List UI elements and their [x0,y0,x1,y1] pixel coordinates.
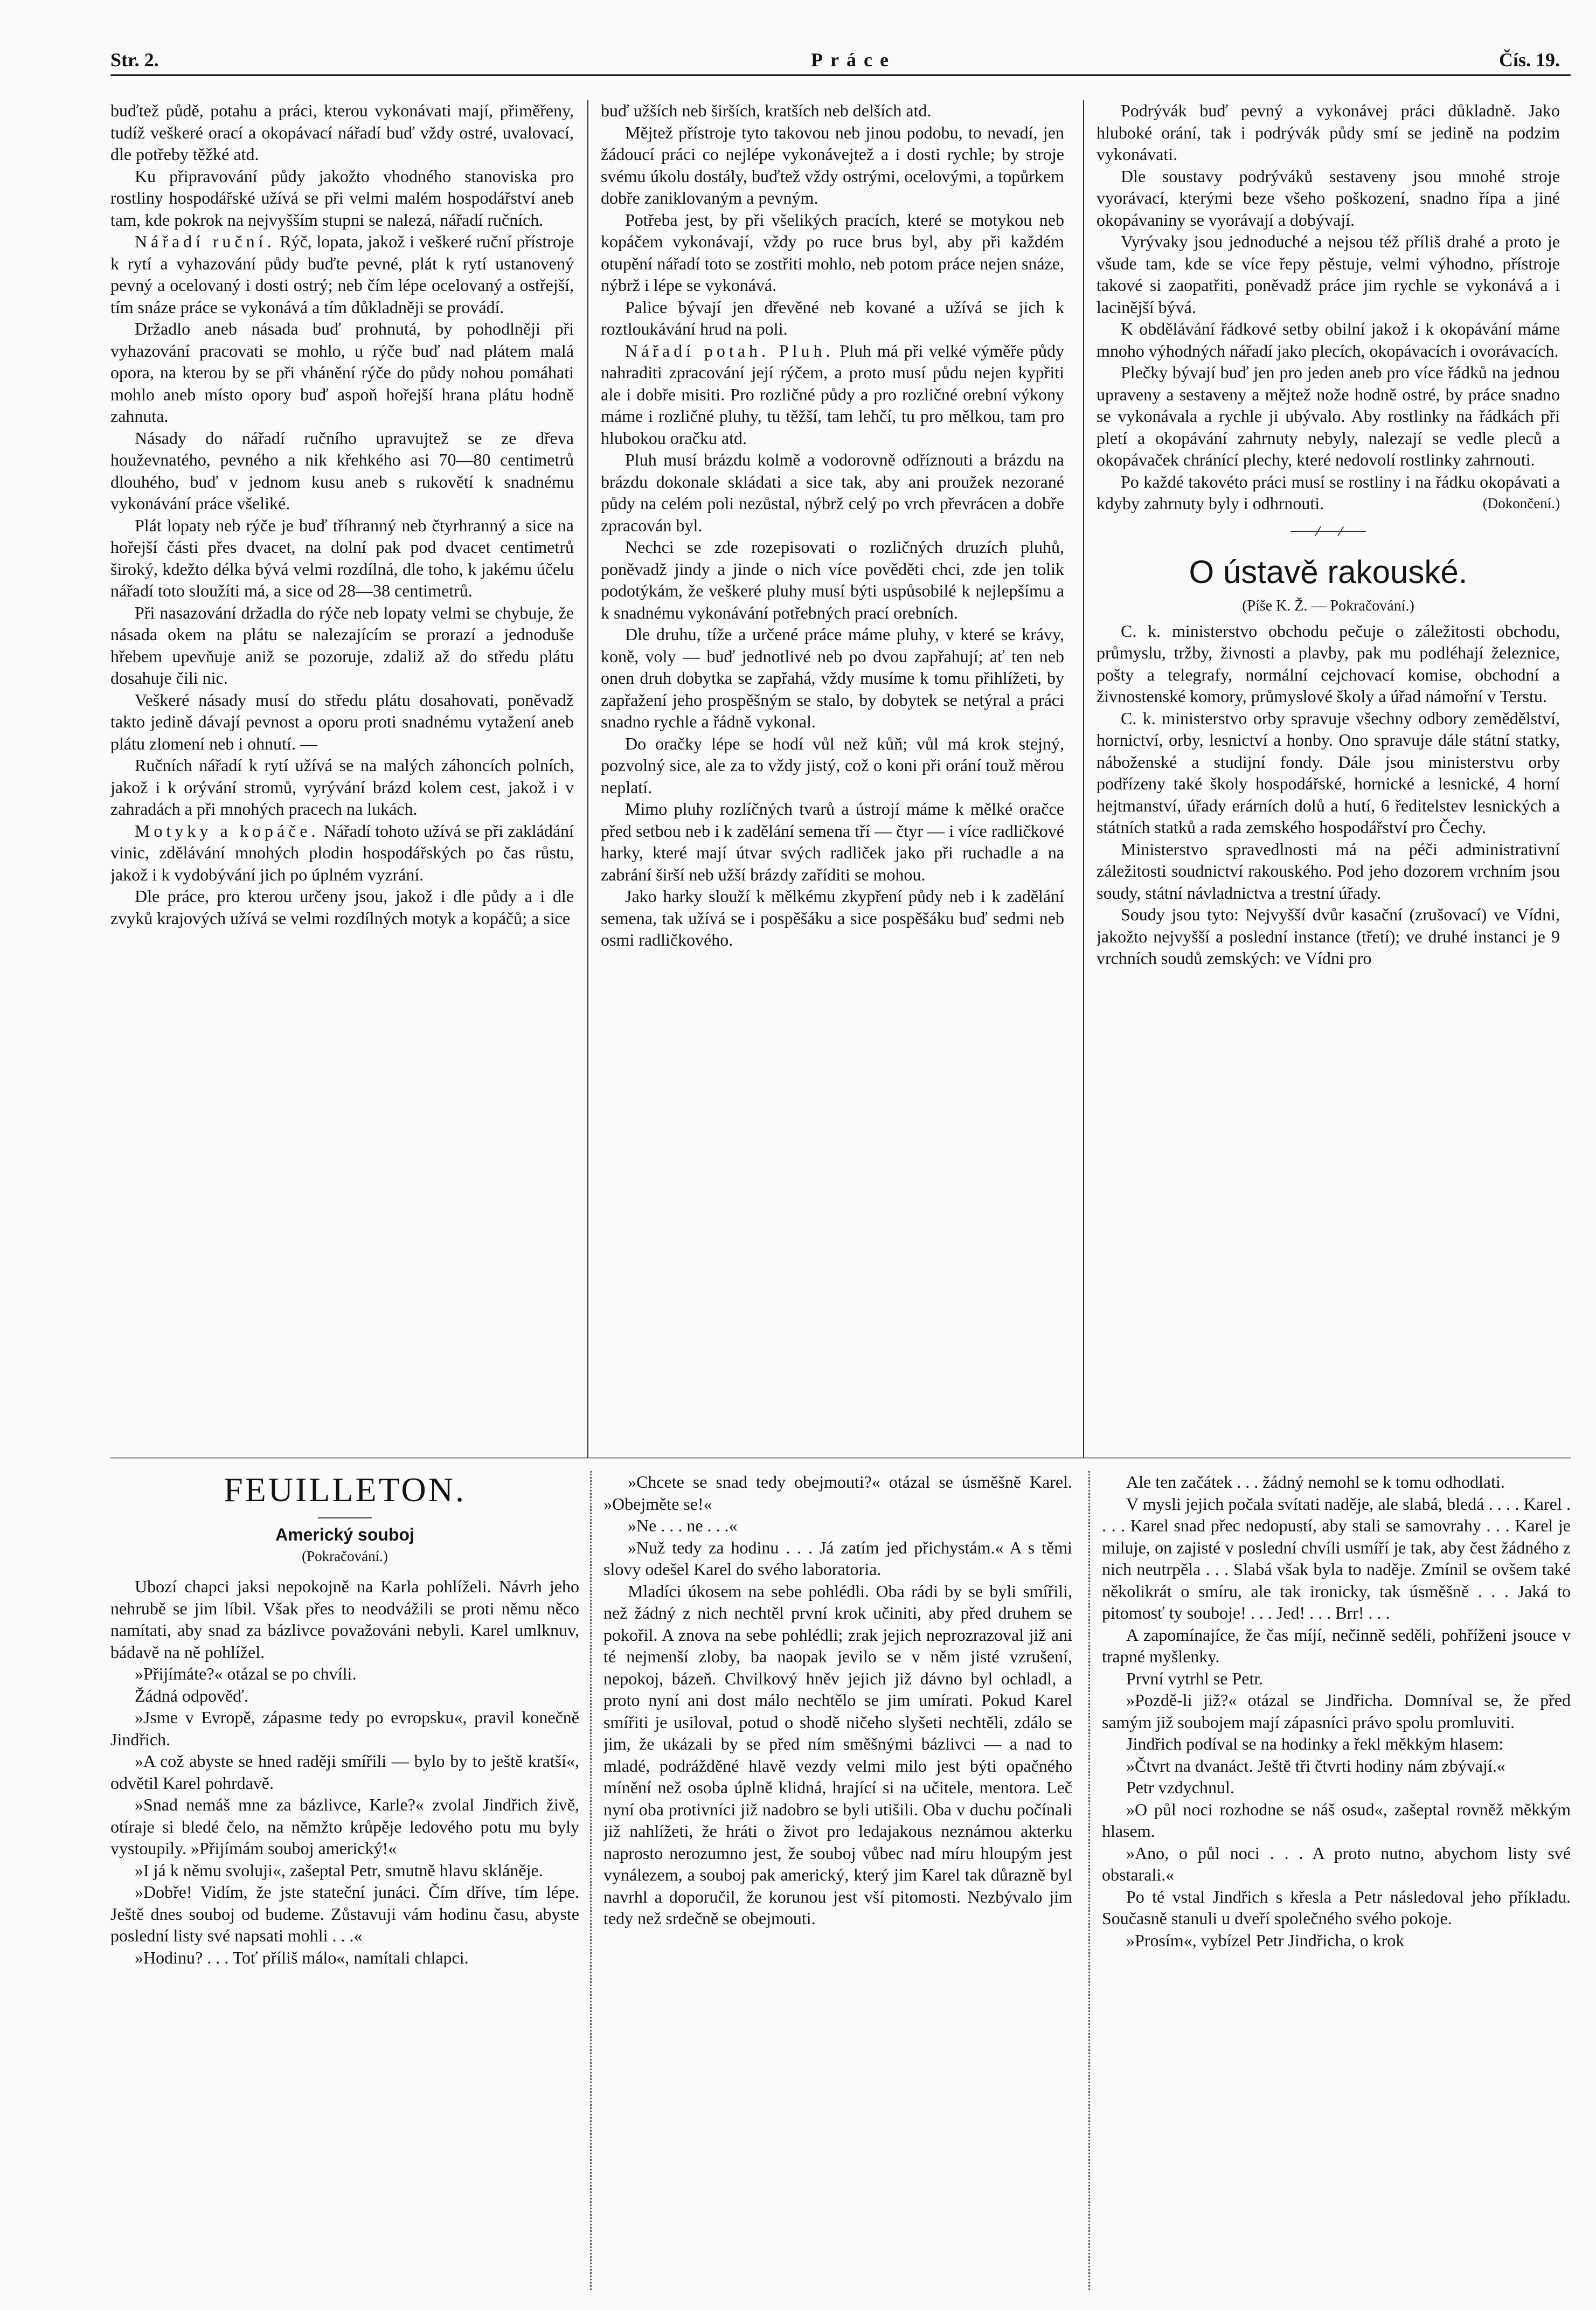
paragraph: Veškeré násady musí do středu plátu dosahovati, poněvadž takto jedině dávají pevnost a oporu proti snadnému vytažení aneb plátu zlomení neb i ohnutí. — [110,690,574,753]
paragraph: Ministerstvo spravedlnosti má na péči administrativní záležitosti soudnictví rakouského. Pod jeho dozorem vrchním jsou soudy, státní návladnictva a trestní úřady. [1097,839,1560,903]
paragraph: »Pozdě-li již?« otázal se Jindřicha. Domníval se, že před samým již soubojem mají zápasníci právo spolu promluviti. [1102,1690,1571,1732]
section-lead: Nářadí potah. Pluh. [625,341,834,360]
paragraph-text: Nářadí tohoto užívá se při zakládání vinic, zdělávání mnohých plodin hospodářských po čas růstu, jakož i k vydobývání jich po úplném vyzrání. [110,821,574,884]
paragraph: »Prosím«, vybízel Petr Jindřicha, o krok [1126,1930,1405,1950]
column-divider [1083,100,1084,1458]
paragraph: »Čtvrt na dvanáct. Ještě tři čtvrti hodiny nám zbývají.« [1126,1756,1505,1775]
paragraph: »Chcete se snad tedy obejmouti?« otázal se úsměšně Karel. »Obejměte se!« [603,1472,1072,1514]
column-2 [601,100,1064,1458]
story-title: Americký souboj [275,1525,414,1544]
paragraph [110,820,574,886]
section-lead: Motyky a kopáče. [135,821,320,841]
paragraph: Po té vstal Jindřich s křesla a Petr následoval jeho příkladu. Současně stanuli u dveří společného svého pokoje. [1102,1886,1571,1928]
heading-ornament [318,1512,372,1518]
paragraph: K obdělávání řádkové setby obilní jakož i k okopávání máme mnoho výhodných nářadí jako plecích, okopávacích i ovorávacích. [1097,319,1560,360]
feuilleton-heading: FEUILLETON. [224,1471,466,1509]
paragraph: »A což abyste se hned raději smířili — bylo by to ještě kratší«, odvětil Karel pohrdavě. [110,1751,579,1793]
paragraph: buďtež půdě, potahu a práci, kterou vykonávati mají, přiměřeny, tudíž veškeré orací a okopávací nářadí buď vždy ostré, uvalovací, dle potřeby těžké atd. [110,101,574,164]
paragraph: Dle soustavy podrýváků sestaveny jsou mnohé stroje vyorávací, kterými beze všeho poškození, snadno řípa a jiné okopávaniny se vyorávají a dobývají. [1097,166,1560,230]
paragraph: C. k. ministerstvo orby spravuje všechny odbory zemědělství, hornictví, orby, lesnictví a honby. Ono spravuje dále státní statky, náboženské a studijní fondy. Dále jsou ministerstvu orby podřízeny také školy hospodářské, hornické a lesnické, 4 horní hejtmanství, úřady erárních dolů a hutí, 6 ředitelstev lesnických a státních statků a rada zemského hospodářství pro Čechy. [1097,708,1560,837]
paragraph: Pluh musí brázdu kolmě a vodorovně odříznouti a brázdu na brázdu dokonale skládati a sice tak, aby ani proužek nezorané půdy na celém poli nezůstal, nýbrž celý po vrch převrácen a dobře zpracován byl. [601,450,1064,535]
paragraph: Násady do nářadí ručního upravujtež se ze dřeva houževnatého, pevného a nik křehkého asi 70—80 centimetrů dlouhého, buď v jednom kusu aneb s rukovětí k snadnému vykonávání práce všeliké. [110,428,574,513]
paragraph: Ručních nářadí k rytí užívá se na malých záhoncích polních, jakož i k orývání stromů, vyrývání brázd kolem cest, jakož i v zahradách a při mnohých pracech na lukách. [110,755,574,818]
paragraph: Jako harky slouží k mělkému zkypření půdy neb i k zadělání semena, tak užívá se i pospěšáku a sice pospěšáku buď sedmi neb osmi radličkového. [601,886,1064,949]
paragraph: »Hodinu? . . . Toť příliš málo«, namítali chlapci. [135,1947,469,1967]
dotted-divider [590,1471,592,2290]
feuilleton-column-3 [1102,1471,1571,2290]
section-lead: Nářadí ruční. [135,232,275,251]
paragraph: Ubozí chapci jaksi nepokojně na Karla pohlíželi. Návrh jeho nehrubě se jim líbil. Však přes to neodvážili se proti němu něco namítati, aby snad za bázlivce považováni nebyli. Karel umlknuv, bádavě na ně pohlížel. [110,1577,579,1662]
paragraph: A zapomínajíce, že čas míjí, nečinně seděli, pohříženi jsouce v trapné myšlenky. [1102,1625,1571,1666]
story-subtitle: (Pokračování.) [302,1548,388,1564]
paragraph: Plečky bývají buď jen pro jeden aneb pro více řádků na jednou upraveny a sestaveny a mějtež nože hodně ostré, by práce snadno se vykonávala a rychle ji ubývalo. Aby rostlinky na řádkách při pletí a okopávání zahrnuty nebyly, nalezají se vedle pleců a okopávaček chránící plechy, které nedovolí rostlinky zahrnouti. [1097,363,1560,469]
paragraph: V mysli jejich počala svítati naděje, ale slabá, bledá . . . . Karel . . . . Karel snad přec nedopustí, aby stali se samovrahy . . . Karel je miluje, on zajisté v poslední chvíli usmíří je tak, aby čest žádného z nich neutrpěla . . . Slabá však byla to naděje. Zmínil se ovšem také několikrát o smíru, ale tak ironicky, tak úsměšně . . . Jaká to pitomosť ty souboje! . . . Jed! . . . Brr! . . . [1102,1494,1571,1622]
column-1 [110,100,574,1458]
page-header [110,48,1581,77]
paragraph: C. k. ministerstvo obchodu pečuje o záležitosti obchodu, průmyslu, tržby, živnosti a plavby, pak mu podléhají železnice, pošty a telegrafy, normální cejchovací komise, obchodní a živnostenské komory, průmyslové školy a úřad námořní v Terstu. [1097,621,1560,706]
paragraph [601,340,1064,449]
paragraph: »Dobře! Vidím, že jste stateční junáci. Čím dříve, tím lépe. Ještě dnes souboj od budeme. Zůstavuji vám hodinu času, abyste poslední listy své napsati mohli . . .« [110,1882,579,1945]
masthead-title: Práce [811,49,896,71]
paragraph: Ku připravování půdy jakožto vhodného stanoviska pro rostliny hospodářské užívá se při velmi malém hospodářství aneb tam, kde pokrok na nejvyšším stupni se nalezá, nářadí ručních. [110,166,574,230]
paragraph [110,231,574,318]
paragraph: Palice bývají jen dřevěné neb kované a užívá se jich k roztloukávání hrud na poli. [601,297,1064,338]
feuilleton-column-1 [110,1471,579,2290]
paragraph-text: Po každé takovéto práci musí se rostliny i na řádku okopávati a kdyby zahrnuty byly i odhrnouti. [1097,471,1560,513]
paragraph-text: Pluh má při velké výměře půdy nahraditi zpracování její rýčem, a proto musí půdu nejen kypřiti ale i dobře misiti. Pro rozličné půdy a pro rozličné orební výkony máme i rozličné pluhy, tu těžší, tam lehčí, tu pro mělkou, tam pro hlubokou oračku atd. [601,341,1064,448]
page-number: Str. 2. [110,49,159,71]
issue-number: Čís. 19. [1498,49,1560,71]
paragraph: »I já k němu svoluji«, zašeptal Petr, smutně hlavu skláněje. [135,1860,543,1880]
paragraph: Dle druhu, tíže a určené práce máme pluhy, v které se krávy, koně, voly — buď jednotlivé neb po dvou zapřahují; ať ten neb onen druh dobytka se zapřahá, vždy musíme k tomu přihlížeti, by zapřažení jeho prospěšným se stalo, by dobytek se netýral a práci snadno rychle a řádně vykonal. [601,625,1064,731]
paragraph: »Přijímáte?« otázal se po chvíli. [135,1664,357,1683]
paragraph: Petr vzdychnul. [1126,1778,1234,1797]
paragraph: »Snad nemáš mne za bázlivce, Karle?« zvolal Jindřich živě, otíraje si bledé čelo, na němžto krůpěje ledového potu mu byly vystoupily. »Přijímám souboj americký!« [110,1795,579,1858]
paragraph: První vytrhl se Petr. [1126,1668,1264,1688]
article-title: O ústavě rakouské. [1189,553,1468,590]
paragraph: Mimo pluhy rozlíčných tvarů a ústrojí máme k mělké oračce před setbou neb i k zadělání semena tří — čtyr — i více radličkové harky, které mají útvar svých radliček jako při ruchadle a na zabrání širší neb užší brázdy zaříditi se mohou. [601,799,1064,884]
paragraph: »O půl noci rozhodne se náš osud«, zašeptal rovněž měkkým hlasem. [1102,1799,1571,1841]
paragraph: Jindřich podíval se na hodinky a řekl měkkým hlasem: [1126,1734,1504,1753]
column-3 [1097,100,1560,1458]
paragraph: »Jsme v Evropě, zápasme tedy po evropsku«, pravil konečně Jindřich. [110,1708,579,1749]
paragraph [1097,471,1560,515]
paragraph: Mějtež přístroje tyto takovou neb jinou podobu, to nevadí, jen žádoucí práci co nejlépe vykonávejtež a i dosti rychle; by stroje svému úkolu dostály, buďtež vždy ostrými, ocelovými, a topůrkem dobře zaniklovaným a pevným. [601,122,1064,207]
paragraph: »Ano, o půl noci . . . A proto nutno, abychom listy své obstarali.« [1102,1843,1571,1884]
feuilleton-section [110,1471,1571,2290]
paragraph: Soudy jsou tyto: Nejvyšší dvůr kasační (zrušovací) ve Vídni, jakožto nejvyšší a poslední instance (třetí); ve druhé instanci je 9 vrchních soudů zemských: ve Vídni pro [1097,905,1560,968]
paragraph: Držadlo aneb násada buď prohnutá, by pohodlněji při vyhazování pracovati se mohlo, u rýče buď nad plátem malá opora, na kterou by se při vhánění rýče do půdy nohou pomáhati mohlo aneb místo opory buď aspoň hořejší hrana plátu hodně zahnuta. [110,319,574,426]
article-byline: (Píše K. Ž. — Pokračování.) [1242,597,1414,614]
paragraph: buď užších neb širších, kratších neb delších atd. [601,101,932,120]
upper-columns [110,100,1571,1458]
paragraph: Vyrývaky jsou jednoduché a nejsou též příliš drahé a proto je všude tam, kde se více řepy pěstuje, velmi výhodno, přístroje takové si zaopatřiti, poněvadž práce jim rychle se vykonává a i lacinější bývá. [1097,232,1560,317]
feuilleton-column-2 [603,1471,1072,2290]
continuation-note: (Dokončení.) [1482,495,1560,511]
paragraph: Dle práce, pro kterou určeny jsou, jakož i dle půdy a i dle zvyků krajových užívá se velmi rozdílných motyk a kopáčů; a sice [110,886,574,928]
paragraph: Do oračky lépe se hodí vůl než kůň; vůl má krok stejný, pozvolný sice, ale za to vždy jistý, což o koni při orání touž měrou neplatí. [601,733,1064,797]
paragraph: Žádná odpověď. [135,1685,248,1705]
column-divider [587,100,588,1458]
paragraph: Ale ten začátek . . . žádný nemohl se k tomu odhodlati. [1126,1472,1505,1492]
feuilleton-rule [110,1458,1571,1459]
paragraph: Podrývák buď pevný a vykonávej práci důkladně. Jako hluboké orání, tak i podrývák půdy smí se jedině na podzim vykonávati. [1097,101,1560,164]
newspaper-page [110,48,1581,2285]
dotted-divider [1088,1471,1090,2290]
paragraph: Při nasazování držadla do rýče neb lopaty velmi se chybuje, že násada okem na plátu se nalezajícím se prorazí a jednoduše hřebem upevňuje aniž se pozoruje, zdaliž až do středu plátu dosahuje čili nic. [110,602,574,688]
header-rule [110,74,1571,76]
paragraph: Mladíci úkosem na sebe pohlédli. Oba rádi by se byli smířili, než žádný z nich nechtěl první krok učiniti, aby před druhem se pokořil. A znova na sebe pohlédli; zrak jejich neprozrazoval již ani té nejmenší zloby, ba naopak jevilo se v něm jisté vzrušení, nepokoj, bázeň. Chvilkový hněv jejich již dávno byl ochladl, a proto nyní ani dost málo nechtělo se jim umírati. Pokud Karel smířiti je usiloval, potud o shodě ničeho slyšeti nechtěli, zdálo se jim, že ukázali by se před ním směšnými bázlivci — a nad to mladé, podrážděné hlavě vezdy velmi milo jest býti opačného mínění než osoba úplně klidná, hrající si na učitele, mentora. Leč nyní oba protivníci již nadobro se byli utišili. Oba v duchu počínali již nahlížeti, že hráti o život pro ledajakous neznámou akterku naprosto nerozumno jest, že souboj vůbec nad míru hloupým jest vynálezem, a souboj pak americký, který jim Karel tak důrazně byl navrhl a doporučil, že korunou jest vší pitomosti. Nezbývalo jim tedy než srdečně se obejmouti. [603,1581,1072,1928]
separator-ornament [1290,531,1366,532]
paragraph: Nechci se zde rozepisovati o rozličných druzích pluhů, poněvadž jindy a jinde o nich více pověděti chci, zde jen tolik podotýkám, že veškeré pluhy musí býti uspůsobilé k nejlepšímu a k snadnému vykonávání potřebných prací orebních. [601,537,1064,622]
paragraph: Plát lopaty neb rýče je buď tříhranný neb čtyrhranný a sice na hořejší části přes dvacet, na dolní pak pod dvacet centimetrů široký, kdežto délka bývá velmi rozdílná, dle toho, k jakému účelu nářadí toto sloužíti má, a sice od 28—38 centimetrů. [110,515,574,600]
paragraph: »Nuž tedy za hodinu . . . Já zatím jed přichystám.« A s těmi slovy odešel Karel do svého laboratoria. [603,1537,1072,1579]
paragraph-text: Rýč, lopata, jakož i veškeré ruční přístroje k rytí a vyhazování půdy buďte pevné, plát k rytí ustanovený pevný a ocelovaný i dosti ostrý; neb čím lépe ocelovaný a ostřejší, tím snáze práce se vykonává a tím důkladněji se provádí. [110,232,574,317]
paragraph: Potřeba jest, by při všelikých pracích, které se motykou neb kopáčem vykonávají, vždy po ruce brus byl, aby při každém otupění nářadí toto se zostřiti mohlo, neb potom práce nejen snáze, nýbrž i lépe se vykonává. [601,210,1064,295]
paragraph: »Ne . . . ne . . .« [628,1516,738,1535]
